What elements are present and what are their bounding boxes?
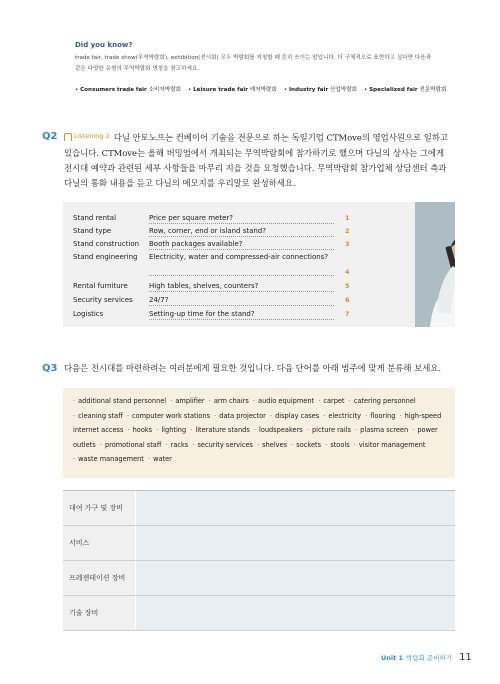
word-bank-item: · carpet <box>318 397 345 405</box>
category-row <box>63 561 455 596</box>
memo-label: Security services <box>73 296 133 304</box>
category-answer-field[interactable] <box>136 526 455 560</box>
q3-intro: 다음은 전시대를 마련하려는 여러분에게 필요한 것입니다. 다음 단어를 아래 범주에 맞게 분류해 보세요. <box>64 363 442 373</box>
word-bank-item: · security services <box>192 440 253 449</box>
q3-label: Q3 <box>42 363 58 374</box>
category-label: 서비스 <box>63 526 135 560</box>
category-row <box>63 596 455 631</box>
category-row <box>63 526 455 561</box>
q2-label: Q2 <box>42 131 58 142</box>
memo-number: 7 <box>345 310 350 318</box>
memo-question: Electricity, water and compressed-air connections? <box>149 253 329 261</box>
word-bank-item: · water <box>148 455 172 463</box>
memo-row <box>73 240 350 248</box>
category-row <box>63 491 455 526</box>
memo-label: Stand engineering <box>73 253 138 261</box>
word-bank-item: · high-speed internet access <box>73 411 442 434</box>
memo-label: Logistics <box>73 310 104 318</box>
memo-pad <box>63 202 455 327</box>
memo-label: Stand type <box>73 227 112 235</box>
word-bank-item: · racks <box>165 440 189 449</box>
did-you-know-body: trade fair, trade show(무역박람회), exhibition(전시회) 모두 박람회를 지칭할 때 흔히 쓰이는 말입니다. 더 구체적으로 표현하고 싶다면 다음과 같은 다양한 유형의 무역박람회 명칭을 참고하세요. <box>75 55 431 72</box>
category-answer-field[interactable] <box>136 561 455 595</box>
memo-label: Rental furniture <box>73 282 128 290</box>
memo-label: Stand construction <box>73 240 140 248</box>
word-bank-item: · catering personnel <box>348 397 416 405</box>
fair-type-item: • Consumers trade fair 소비자박람회 <box>75 87 182 93</box>
word-bank-item: · arm chairs <box>208 397 249 405</box>
memo-row <box>73 214 350 222</box>
word-bank-item: · lighting <box>156 426 187 434</box>
memo-question: Price per square meter? <box>149 214 334 222</box>
word-bank-item: · power outlets <box>73 426 438 449</box>
word-bank-item: · hooks <box>127 426 153 434</box>
memo-number: 6 <box>345 296 350 304</box>
word-bank-item: · amplifier <box>170 397 205 405</box>
word-bank-item: · stools <box>325 440 350 449</box>
category-label: 프레젠테이션 장비 <box>63 561 135 595</box>
category-answer-field[interactable] <box>136 596 455 630</box>
salesman-on-phone-photo <box>415 202 455 327</box>
fair-type-item: • Industry fair 산업박람회 <box>283 87 358 93</box>
word-bank-item: · electricity <box>323 411 362 420</box>
fair-type-list <box>75 85 447 93</box>
fair-type-item: • Specialized fair 전문박람회 <box>364 87 447 93</box>
memo-row <box>73 253 328 261</box>
memo-question: 24/7? <box>149 296 334 304</box>
did-you-know-title: Did you know? <box>75 41 133 49</box>
did-you-know-box <box>63 37 441 103</box>
memo-question: High tables, shelves, counters? <box>149 282 334 290</box>
category-answer-field[interactable] <box>136 491 455 525</box>
word-bank-item: · visitor management <box>353 440 426 449</box>
word-bank-item: · plasma screen <box>355 426 409 434</box>
memo-number: 4 <box>345 268 350 276</box>
memo-label: Stand rental <box>73 214 117 222</box>
word-bank-item: · literature stands <box>190 426 250 434</box>
category-table <box>63 490 455 630</box>
memo-number: 3 <box>345 240 350 248</box>
word-bank-item: · display cases <box>269 411 320 420</box>
word-bank-item: · waste management <box>73 455 144 463</box>
word-bank-item: · sockets <box>291 440 322 449</box>
word-bank-item: · loudspeakers <box>253 426 303 434</box>
memo-question: Booth packages available? <box>149 240 334 248</box>
listening-badge: Listening 2 <box>64 129 110 144</box>
category-label: 대여 가구 및 장비 <box>63 491 135 525</box>
q2-intro <box>64 129 454 191</box>
memo-answer-line <box>149 275 334 276</box>
word-bank-item: · picture rails <box>306 426 351 434</box>
unit-number: Unit 1 <box>381 653 404 662</box>
word-bank-item: · computer work stations <box>126 411 211 420</box>
word-bank-item: · audio equipment <box>252 397 315 405</box>
category-label: 기술 장비 <box>63 596 135 630</box>
memo-number: 1 <box>345 214 350 222</box>
unit-title: 박람회 준비하기 <box>406 654 453 662</box>
word-bank <box>63 388 455 478</box>
memo-question: Row, corner, end or island stand? <box>149 227 334 235</box>
word-bank-item: · additional stand personnel <box>73 397 167 405</box>
page-number: 11 <box>459 652 472 663</box>
memo-row <box>73 282 350 290</box>
memo-row <box>73 310 350 318</box>
memo-question: Setting-up time for the stand? <box>149 310 334 318</box>
memo-row <box>73 296 350 304</box>
fair-type-item: • Leisure trade fair 레저박람회 <box>188 87 277 93</box>
q2-intro-text: 다닐 안토노프는 컨베이어 기술을 전문으로 하는 독일기업 CTMove의 영업사원으로 일하고 있습니다. CTMove는 올해 버밍엄에서 개최되는 무역박람회에 참가하기로 했으며 다닐의 상사는 그에게 전시대 예약과 관련된 세부 사항들을 마무리 지을 것을 요청했습니다. 무역박람회 참가업체 상담센터 측과 다닐의 통화 내용을 듣고 다닐의 메모지를 우리말로 완성하세요. <box>64 132 449 189</box>
memo-row <box>73 227 350 235</box>
word-bank-list <box>73 394 449 467</box>
word-bank-item: · shelves <box>257 440 288 449</box>
word-bank-item: · cleaning staff <box>73 411 123 420</box>
word-bank-item: · data projector <box>214 411 266 420</box>
memo-number: 5 <box>345 282 350 290</box>
headphones-icon <box>64 133 72 141</box>
page-footer <box>381 652 472 663</box>
memo-number: 2 <box>345 227 350 235</box>
word-bank-item: · flooring <box>365 411 396 420</box>
word-bank-item: · promotional staff <box>99 440 162 449</box>
